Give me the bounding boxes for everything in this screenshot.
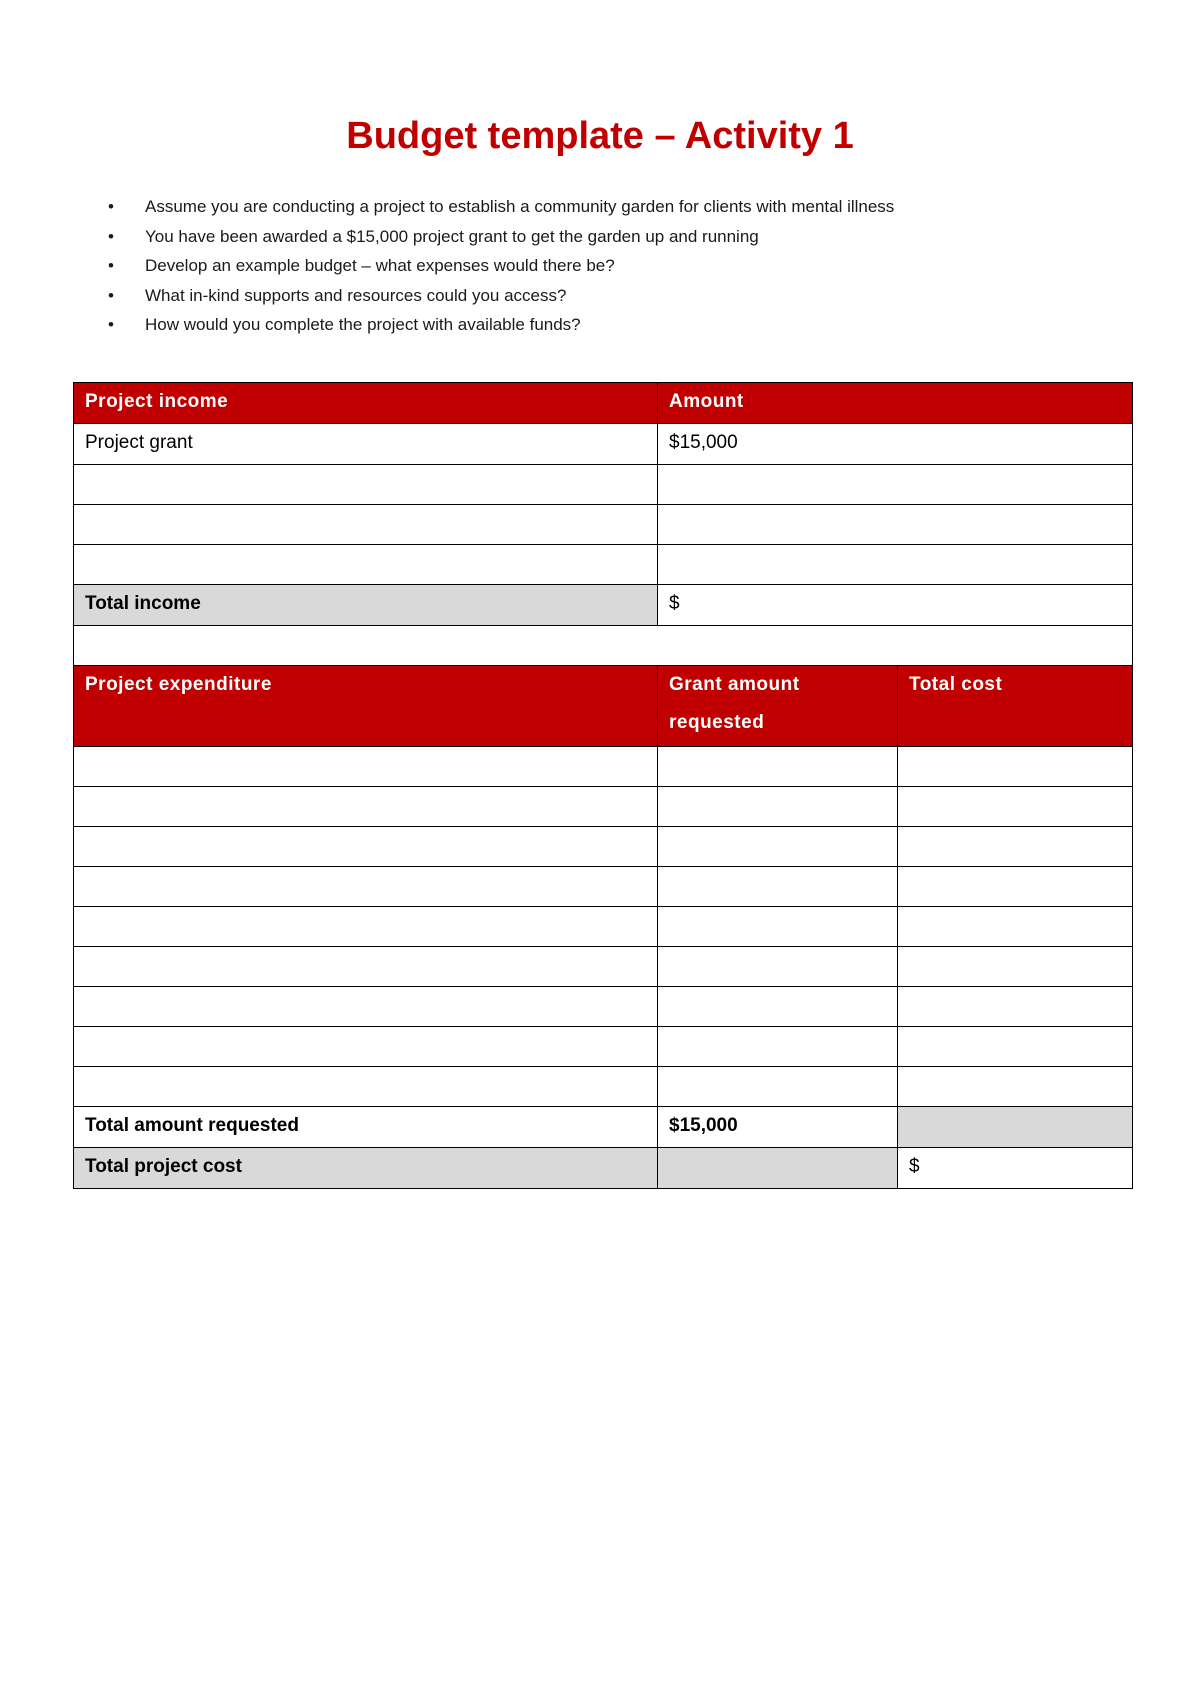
list-item (108, 310, 894, 340)
total-requested-row (74, 1107, 1133, 1148)
shaded-cell (898, 1107, 1133, 1148)
table-row (74, 1067, 1133, 1107)
instruction-list (108, 192, 894, 340)
expenditure-item-cell[interactable] (74, 987, 658, 1027)
total-requested-label: Total amount requested (74, 1107, 658, 1148)
income-amount-header: Amount (658, 383, 1133, 424)
bullet-text: Develop an example budget – what expenses would there be? (145, 256, 615, 275)
income-amount-cell[interactable] (658, 545, 1133, 585)
budget-table (73, 382, 1133, 1189)
bullet-icon: • (108, 285, 114, 305)
list-item (108, 281, 894, 311)
bullet-text: You have been awarded a $15,000 project grant to get the garden up and running (145, 226, 759, 246)
expenditure-item-header: Project expenditure (74, 666, 658, 747)
table-row (74, 1027, 1133, 1067)
expenditure-item-cell[interactable] (74, 747, 658, 787)
shaded-cell (658, 1148, 898, 1189)
expenditure-header-row (74, 666, 1133, 747)
table-row (74, 747, 1133, 787)
table-row (74, 465, 1133, 505)
grant-amount-cell[interactable] (658, 747, 898, 787)
bullet-icon: • (108, 226, 114, 246)
expenditure-item-cell[interactable] (74, 827, 658, 867)
grant-amount-cell[interactable] (658, 907, 898, 947)
list-item (108, 251, 894, 281)
list-item (108, 222, 894, 252)
total-cost-row (74, 1148, 1133, 1189)
grant-amount-cell[interactable] (658, 787, 898, 827)
total-cost-label: Total project cost (74, 1148, 658, 1189)
expenditure-item-cell[interactable] (74, 1067, 658, 1107)
expenditure-item-cell[interactable] (74, 787, 658, 827)
expenditure-item-cell[interactable] (74, 907, 658, 947)
income-amount-cell[interactable] (658, 505, 1133, 545)
grant-amount-cell[interactable] (658, 1027, 898, 1067)
expenditure-item-cell[interactable] (74, 1027, 658, 1067)
income-item-cell[interactable] (74, 505, 658, 545)
total-cost-cell[interactable] (898, 947, 1133, 987)
bullet-text: How would you complete the project with available funds? (145, 315, 581, 334)
grant-amount-header: Grant amount requested (658, 666, 898, 747)
bullet-text: Assume you are conducting a project to establish a community garden for clients with mental illness (145, 197, 895, 216)
total-cost-header: Total cost (898, 666, 1133, 747)
total-income-value[interactable]: $ (658, 585, 1133, 626)
total-cost-cell[interactable] (898, 827, 1133, 867)
spacer-row (74, 626, 1133, 666)
income-header-row (74, 383, 1133, 424)
table-row (74, 787, 1133, 827)
total-requested-value[interactable]: $15,000 (658, 1107, 898, 1148)
table-row (74, 505, 1133, 545)
expenditure-item-cell[interactable] (74, 867, 658, 907)
income-total-row (74, 585, 1133, 626)
bullet-icon: • (108, 197, 114, 216)
total-cost-cell[interactable] (898, 747, 1133, 787)
income-amount-cell[interactable]: $15,000 (658, 424, 1133, 465)
grant-amount-cell[interactable] (658, 947, 898, 987)
total-cost-cell[interactable] (898, 1027, 1133, 1067)
bullet-text: What in-kind supports and resources could you access? (145, 285, 567, 305)
table-row (74, 907, 1133, 947)
page-title: Budget template – Activity 1 (346, 115, 854, 157)
income-item-cell[interactable] (74, 465, 658, 505)
total-cost-cell[interactable] (898, 1067, 1133, 1107)
table-row (74, 987, 1133, 1027)
table-row (74, 947, 1133, 987)
total-income-label: Total income (74, 585, 658, 626)
total-cost-cell[interactable] (898, 907, 1133, 947)
table-row (74, 424, 1133, 465)
income-item-cell[interactable]: Project grant (74, 424, 658, 465)
total-cost-cell[interactable] (898, 867, 1133, 907)
grant-amount-cell[interactable] (658, 827, 898, 867)
total-cost-cell[interactable] (898, 787, 1133, 827)
grant-amount-cell[interactable] (658, 867, 898, 907)
grant-amount-cell[interactable] (658, 1067, 898, 1107)
bullet-icon: • (108, 256, 114, 275)
table-row (74, 545, 1133, 585)
grant-amount-cell[interactable] (658, 987, 898, 1027)
income-item-header: Project income (74, 383, 658, 424)
list-item (108, 192, 894, 222)
spacer-cell (74, 626, 1133, 666)
expenditure-item-cell[interactable] (74, 947, 658, 987)
income-item-cell[interactable] (74, 545, 658, 585)
bullet-icon: • (108, 315, 114, 334)
table-row (74, 867, 1133, 907)
total-cost-cell[interactable] (898, 987, 1133, 1027)
income-amount-cell[interactable] (658, 465, 1133, 505)
table-row (74, 827, 1133, 867)
total-cost-value[interactable]: $ (898, 1148, 1133, 1189)
